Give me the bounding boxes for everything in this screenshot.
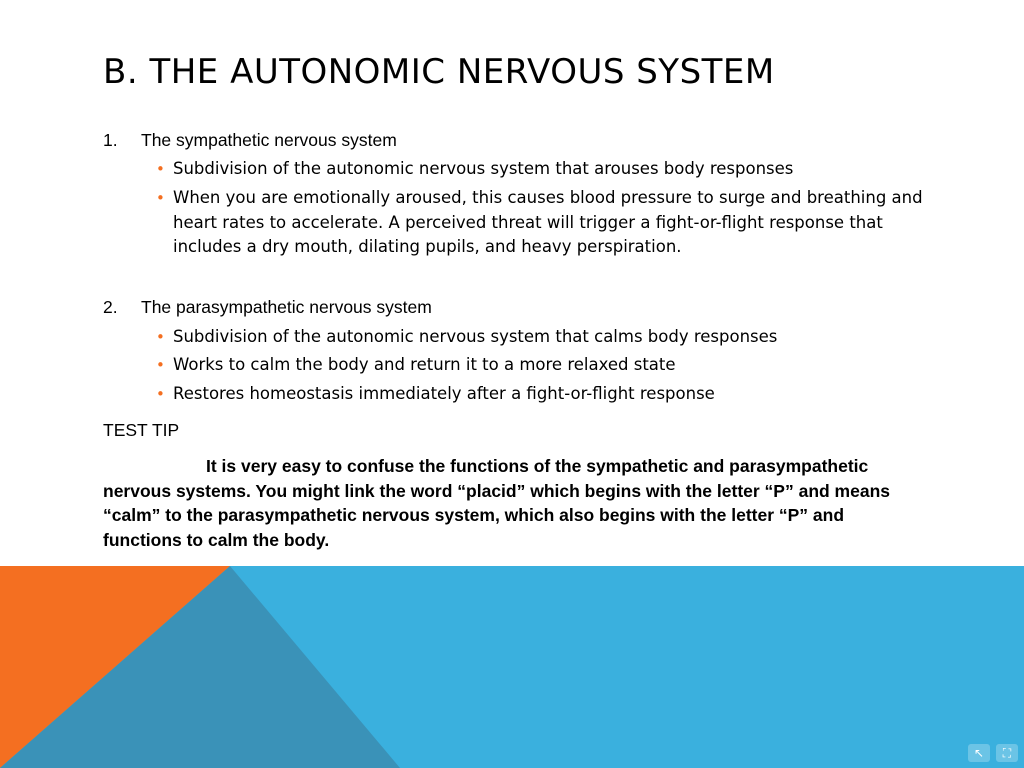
bullet-item bbox=[156, 325, 931, 350]
footer-graphic bbox=[0, 566, 1024, 768]
section-2-number: 2. bbox=[103, 297, 118, 317]
fullscreen-icon[interactable]: ⛶ bbox=[996, 744, 1018, 762]
bullet-item bbox=[156, 353, 931, 378]
slide-title: B. THE AUTONOMIC NERVOUS SYSTEM bbox=[103, 52, 775, 92]
bullet-text: Works to calm the body and return it to a more relaxed state bbox=[173, 355, 676, 374]
bullet-text: Subdivision of the autonomic nervous system that arouses body responses bbox=[173, 159, 794, 178]
bullet-text: When you are emotionally aroused, this causes blood pressure to surge and breathing and heart rates to accelerate. A perceived threat will trigger a fight-or-flight response that includes a dry mouth, dilating pupils, and heavy perspiration. bbox=[173, 188, 923, 256]
bullet-item bbox=[156, 157, 931, 182]
decorative-footer bbox=[0, 566, 1024, 768]
bullet-text: Restores homeostasis immediately after a fight-or-flight response bbox=[173, 384, 715, 403]
bullet-item bbox=[156, 186, 931, 260]
cursor-icon[interactable]: ↖ bbox=[968, 744, 990, 762]
test-tip-label: TEST TIP bbox=[103, 420, 180, 440]
bullet-dot-icon: • bbox=[156, 160, 165, 178]
section-1-number: 1. bbox=[103, 130, 118, 150]
section-1-title: The sympathetic nervous system bbox=[141, 130, 397, 150]
section-2-title: The parasympathetic nervous system bbox=[141, 297, 432, 317]
bullet-dot-icon: • bbox=[156, 328, 165, 346]
bullet-dot-icon: • bbox=[156, 356, 165, 374]
test-tip-body: It is very easy to confuse the functions of the sympathetic and parasympathetic nervous systems. You might link the word “placid” which begins with the letter “P” and means “calm” to the parasympathetic nervous system, which also begins with the letter “P” and functions to calm the body. bbox=[103, 456, 891, 550]
section-1-heading bbox=[103, 130, 397, 151]
section-2-heading bbox=[103, 297, 432, 318]
bullet-dot-icon: • bbox=[156, 189, 165, 207]
bullet-item bbox=[156, 382, 931, 407]
bullet-dot-icon: • bbox=[156, 385, 165, 403]
bullet-text: Subdivision of the autonomic nervous system that calms body responses bbox=[173, 327, 778, 346]
presentation-controls bbox=[968, 744, 1018, 762]
